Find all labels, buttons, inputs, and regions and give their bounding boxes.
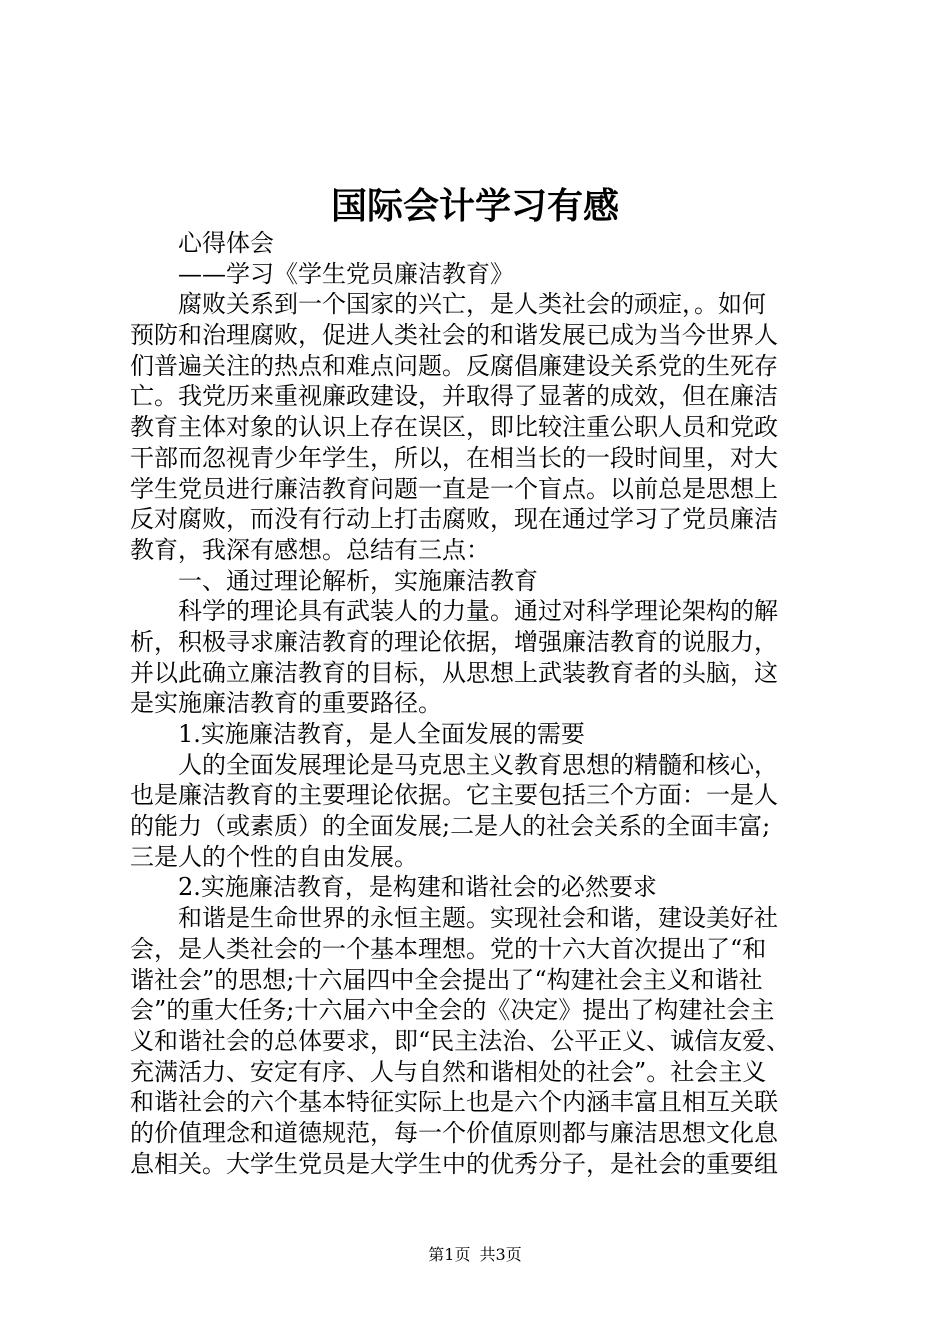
text-line: 们普遍关注的热点和难点问题。反腐倡廉建设关系党的生死存	[130, 351, 778, 380]
page-number: 第1页	[428, 1245, 471, 1264]
text-line: 析，积极寻求廉洁教育的理论依据，增强廉洁教育的说服力，	[130, 627, 778, 656]
text-line: 充满活力、安定有序、人与自然和谐相处的社会”。社会主义	[130, 1057, 767, 1086]
text-line: 三是人的个性的自由发展。	[130, 842, 418, 871]
text-line: 教育，我深有感想。总结有三点：	[130, 535, 490, 564]
text-line: 息相关。大学生党员是大学生中的优秀分子，是社会的重要组	[130, 1149, 778, 1178]
text-line: 的价值理念和道德规范，每一个价值原则都与廉洁思想文化息	[130, 1118, 778, 1147]
document-title: 国际会计学习有感	[330, 186, 619, 227]
text-line: 人的全面发展理论是马克思主义教育思想的精髓和核心，	[178, 750, 778, 779]
text-line: 心得体会	[178, 229, 274, 257]
text-line: 并以此确立廉洁教育的目标，从思想上武装教育者的头脑，这	[130, 658, 778, 687]
text-line: 也是廉洁教育的主要理论依据。它主要包括三个方面：一是人	[130, 781, 778, 810]
text-line: 学生党员进行廉洁教育问题一直是一个盲点。以前总是思想上	[130, 474, 778, 503]
text-line: 亡。我党历来重视廉政建设，并取得了显著的成效，但在廉洁	[130, 382, 778, 411]
text-line: 2.实施廉洁教育，是构建和谐社会的必然要求	[178, 873, 657, 902]
page-footer	[0, 1244, 950, 1266]
text-line: ——学习《学生党员廉洁教育》	[178, 259, 514, 288]
text-line: 干部而忽视青少年学生，所以，在相当长的一段时间里，对大	[130, 443, 778, 472]
text-line: 1.实施廉洁教育，是人全面发展的需要	[178, 720, 585, 748]
text-line: 预防和治理腐败，促进人类社会的和谐发展已成为当今世界人	[130, 321, 778, 350]
text-line: 和谐社会的六个基本特征实际上也是六个内涵丰富且相互关联	[130, 1088, 778, 1117]
text-line: 的能力（或素质）的全面发展;二是人的社会关系的全面丰富;	[130, 812, 771, 841]
text-line: 会”的重大任务;十六届六中全会的《决定》提出了构建社会主	[130, 996, 775, 1025]
text-line: 谐社会”的思想;十六届四中全会提出了“构建社会主义和谐社	[130, 965, 763, 994]
text-line: 教育主体对象的认识上存在误区，即比较注重公职人员和党政	[130, 413, 778, 442]
text-line: 会，是人类社会的一个基本理想。党的十六大首次提出了“和	[130, 934, 767, 963]
text-line: 义和谐社会的总体要求，即“民主法治、公平正义、诚信友爱、	[130, 1026, 791, 1055]
text-line: 是实施廉洁教育的重要路径。	[130, 689, 442, 718]
page-total: 共3页	[479, 1245, 522, 1264]
document-body	[130, 228, 850, 1179]
text-line: 反对腐败，而没有行动上打击腐败，现在通过学习了党员廉洁	[130, 505, 778, 534]
text-line: 科学的理论具有武装人的力量。通过对科学理论架构的解	[178, 597, 778, 626]
text-line: 和谐是生命世界的永恒主题。实现社会和谐，建设美好社	[178, 904, 778, 933]
text-line: 腐败关系到一个国家的兴亡，是人类社会的顽症，。如何	[178, 290, 766, 319]
text-line: 一、通过理论解析，实施廉洁教育	[178, 566, 538, 595]
